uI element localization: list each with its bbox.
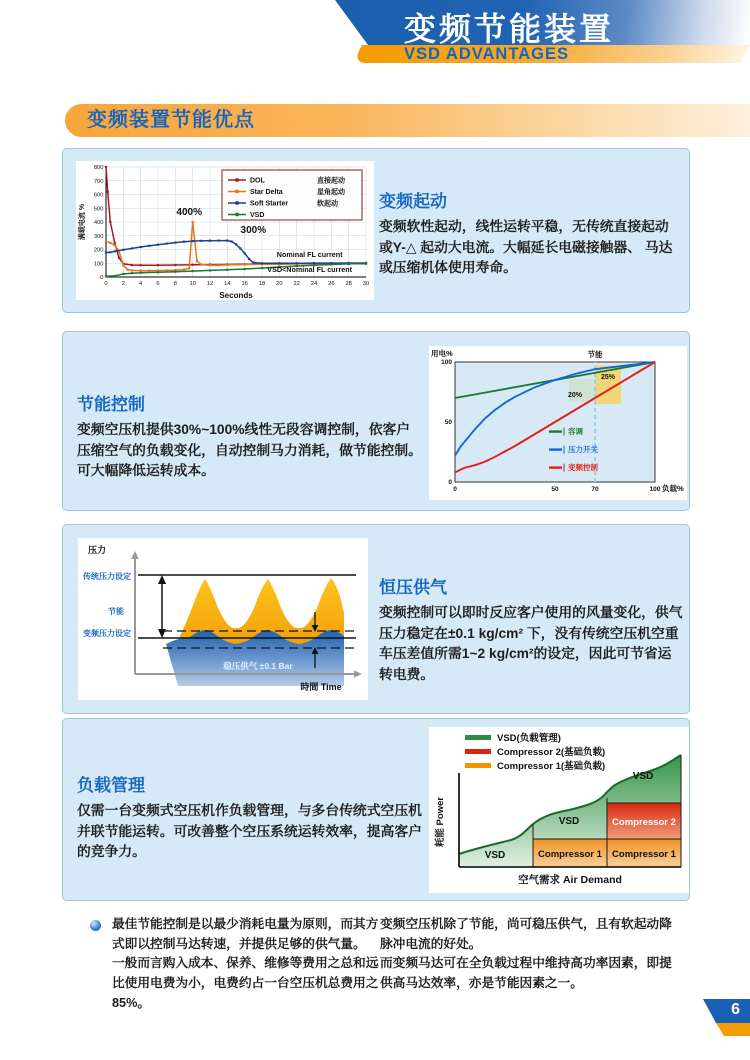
svg-text:节能: 节能 bbox=[108, 607, 124, 616]
note-bullet-icon bbox=[90, 920, 101, 931]
svg-text:20: 20 bbox=[276, 281, 283, 287]
startup-current-chart bbox=[76, 161, 374, 300]
panel-load-management bbox=[62, 718, 690, 901]
panel-body-vsd-start: 变频软性起动，线性运转平稳，无传统直接起动或Y-△ 起动大电流。大幅延长电磁接触器、 马达或压缩机体使用寿命。 bbox=[379, 219, 673, 276]
svg-text:Soft Starter: Soft Starter bbox=[250, 200, 289, 208]
note-left bbox=[112, 915, 380, 1013]
svg-text:700: 700 bbox=[93, 178, 104, 185]
svg-text:8: 8 bbox=[173, 281, 177, 287]
pressure-stability-diagram bbox=[78, 538, 368, 700]
svg-text:14: 14 bbox=[224, 281, 231, 287]
svg-text:100: 100 bbox=[93, 261, 104, 268]
svg-text:400: 400 bbox=[93, 220, 104, 226]
svg-text:用电%: 用电% bbox=[431, 349, 453, 358]
svg-text:Seconds: Seconds bbox=[219, 291, 253, 300]
panel-body-constant-pressure: 变频控制可以即时反应客户使用的风量变化，供气压力稳定在±0.1 kg/cm² 下，没有传统空压机空重车压差值所需1~2 kg/cm²的设定，因此可节省运转电费。 bbox=[379, 605, 683, 683]
svg-text:节能: 节能 bbox=[587, 350, 603, 359]
page-number: 6 bbox=[731, 1001, 740, 1018]
svg-text:VSD(负载管理): VSD(负载管理) bbox=[497, 733, 561, 744]
svg-text:18: 18 bbox=[258, 281, 266, 287]
load-management-chart bbox=[429, 727, 689, 893]
panel-body-energy-control: 变频空压机提供30%~100%线性无段容调控制，依客户压缩空气的负载变化，自动控制马力消耗，做节能控制。可大幅降低运转成本。 bbox=[77, 422, 422, 479]
svg-text:压力开关: 压力开关 bbox=[568, 445, 598, 455]
svg-text:VSD: VSD bbox=[558, 816, 580, 827]
panel-title-vsd-start: 变频起动 bbox=[379, 192, 447, 211]
svg-text:4: 4 bbox=[139, 281, 143, 287]
capacity-control-chart bbox=[429, 346, 687, 500]
svg-text:300%: 300% bbox=[240, 225, 267, 236]
svg-text:软起动: 软起动 bbox=[317, 200, 338, 208]
page-number-flag-accent bbox=[716, 1023, 750, 1036]
svg-text:耗能 Power: 耗能 Power bbox=[435, 796, 446, 848]
svg-text:星角起动: 星角起动 bbox=[317, 189, 345, 196]
svg-text:16: 16 bbox=[241, 281, 248, 287]
page-subtitle: VSD ADVANTAGES bbox=[404, 45, 569, 63]
svg-text:25%: 25% bbox=[600, 373, 616, 381]
section-banner bbox=[65, 104, 750, 137]
svg-text:Compressor 1: Compressor 1 bbox=[612, 849, 676, 860]
svg-text:800: 800 bbox=[93, 165, 104, 171]
page-title: 变频节能装置 bbox=[404, 11, 615, 47]
section-banner-label: 变频装置节能优点 bbox=[87, 109, 255, 131]
svg-text:0: 0 bbox=[104, 281, 108, 287]
svg-text:200: 200 bbox=[93, 247, 104, 254]
svg-text:500: 500 bbox=[93, 206, 104, 213]
svg-text:70: 70 bbox=[591, 486, 599, 493]
note-right-p1: 变频空压机除了节能，尚可稳压供气，且有软起动降脉冲电流的好处。 bbox=[380, 917, 672, 951]
svg-text:30: 30 bbox=[362, 281, 370, 287]
svg-text:VSD: VSD bbox=[250, 212, 265, 219]
svg-text:6: 6 bbox=[156, 281, 160, 287]
svg-text:VSD: VSD bbox=[632, 771, 654, 782]
svg-text:VSD: VSD bbox=[484, 850, 506, 861]
svg-text:100: 100 bbox=[649, 486, 661, 493]
svg-text:Compressor 1(基础负载): Compressor 1(基础负载) bbox=[497, 761, 606, 772]
svg-text:300: 300 bbox=[93, 233, 104, 240]
svg-text:0: 0 bbox=[100, 275, 104, 281]
svg-text:传统压力设定: 传统压力设定 bbox=[83, 572, 131, 581]
panel-body-load-management: 仅需一台变频式空压机作负载管理，与多台传统式空压机并联节能运转。可改善整个空压系统运转效率，提高客户的竞争力。 bbox=[77, 803, 422, 860]
svg-text:负载%: 负载% bbox=[662, 484, 684, 493]
svg-text:满载电流 %: 满载电流 % bbox=[79, 203, 86, 241]
svg-text:12: 12 bbox=[206, 281, 214, 287]
svg-text:DOL: DOL bbox=[250, 177, 265, 185]
note-left-p2: 一般而言购入成本、保养、维修等费用之总和远比使用电费为小，电费约占一台空压机总费用之85%。 bbox=[112, 956, 379, 1010]
svg-text:50: 50 bbox=[444, 419, 452, 427]
svg-text:变频压力设定: 变频压力设定 bbox=[83, 629, 131, 638]
svg-text:26: 26 bbox=[328, 281, 335, 287]
svg-text:10: 10 bbox=[189, 281, 196, 287]
svg-text:時間 Time: 時間 Time bbox=[300, 682, 342, 692]
note-left-p1: 最佳节能控制是以最少消耗电量为原则，而其方式即以控制马达转速，并提供足够的供气量。 bbox=[112, 917, 379, 951]
svg-text:22: 22 bbox=[293, 281, 300, 287]
panel-title-energy-control: 节能控制 bbox=[77, 395, 145, 414]
svg-text:稳压供气 ±0.1 Bar: 稳压供气 ±0.1 Bar bbox=[223, 661, 293, 671]
svg-text:600: 600 bbox=[93, 192, 104, 199]
svg-text:Nominal FL current: Nominal FL current bbox=[276, 250, 343, 260]
panel-energy-control bbox=[62, 331, 690, 511]
svg-text:Compressor 2(基础负载): Compressor 2(基础负载) bbox=[497, 747, 606, 758]
svg-text:100: 100 bbox=[441, 359, 452, 367]
note-right-p2: 而变频马达可在全负载过程中维持高功率因素，即提供高马达效率，亦是节能因素之一。 bbox=[380, 956, 672, 991]
note-right bbox=[380, 915, 680, 994]
svg-text:28: 28 bbox=[345, 281, 352, 287]
svg-text:0: 0 bbox=[448, 479, 452, 487]
panel-title-constant-pressure: 恒压供气 bbox=[379, 578, 447, 597]
svg-text:20%: 20% bbox=[567, 391, 583, 399]
svg-text:Compressor 2: Compressor 2 bbox=[612, 817, 676, 828]
page-number-flag bbox=[703, 999, 750, 1023]
panel-title-load-management: 负载管理 bbox=[77, 776, 145, 795]
svg-text:Star Delta: Star Delta bbox=[250, 189, 283, 196]
svg-text:空气需求 Air Demand: 空气需求 Air Demand bbox=[518, 874, 622, 886]
panel-constant-pressure bbox=[62, 524, 690, 714]
svg-text:Compressor 1: Compressor 1 bbox=[538, 849, 602, 860]
svg-text:0: 0 bbox=[453, 486, 457, 493]
svg-text:容调: 容调 bbox=[568, 427, 583, 437]
svg-text:2: 2 bbox=[121, 281, 125, 287]
svg-text:400%: 400% bbox=[176, 207, 202, 219]
panel-vsd-start bbox=[62, 148, 690, 313]
svg-text:VSD<Nominal FL current: VSD<Nominal FL current bbox=[267, 264, 353, 274]
svg-text:直接起动: 直接起动 bbox=[317, 177, 345, 185]
svg-text:24: 24 bbox=[310, 281, 318, 287]
svg-text:变频控制: 变频控制 bbox=[568, 463, 598, 473]
svg-text:压力: 压力 bbox=[88, 545, 107, 555]
svg-text:50: 50 bbox=[551, 486, 559, 493]
